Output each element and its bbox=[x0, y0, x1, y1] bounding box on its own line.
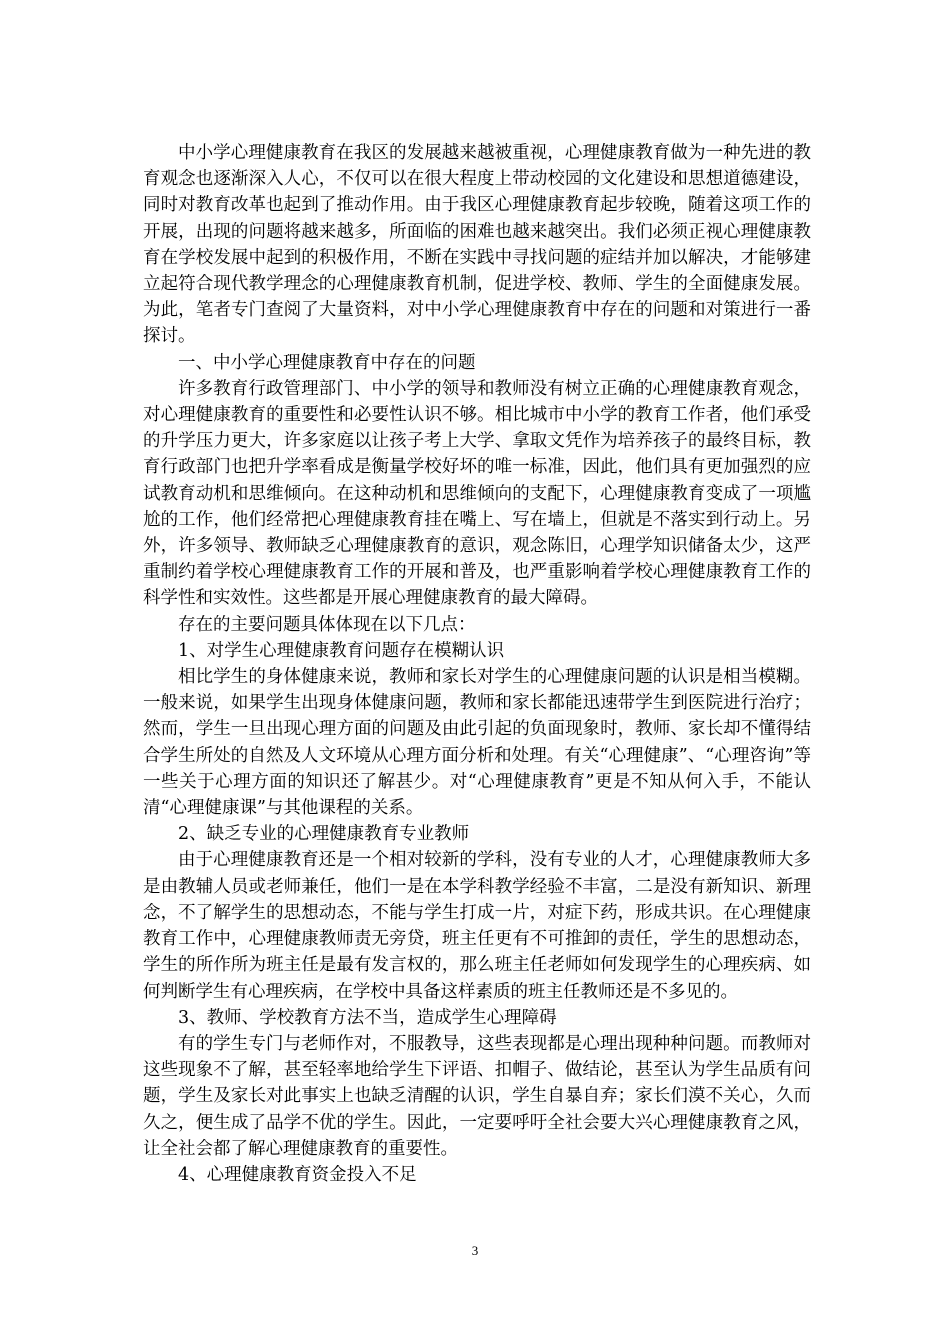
body-paragraph: 许多教育行政管理部门、中小学的领导和教师没有树立正确的心理健康教育观念，对心理健康教育的重要性和必要性认识不够。相比城市中小学的教育工作者，他们承受的升学压力更大，许多家庭以让孩子考上大学、拿取文凭作为培养孩子的最终目标，教育行政部门也把升学率看成是衡量学校好坏的唯一标准，因此，他们具有更加强烈的应试教育动机和思维倾向。在这种动机和思维倾向的支配下，心理健康教育变成了一项尴尬的工作，他们经常把心理健康教育挂在嘴上、写在墙上，但就是不落实到行动上。另外，许多领导、教师缺乏心理健康教育的意识，观念陈旧，心理学知识储备太少，这严重制约着学校心理健康教育工作的开展和普及，也严重影响着学校心理健康教育工作的科学性和实效性。这些都是开展心理健康教育的最大障碍。 bbox=[143, 378, 811, 609]
section-heading: 一、中小学心理健康教育中存在的问题 bbox=[178, 352, 476, 373]
subsection-heading: 3、教师、学校教育方法不当，造成学生心理障碍 bbox=[178, 1007, 557, 1028]
document-body bbox=[143, 140, 811, 1188]
body-paragraph: 相比学生的身体健康来说，教师和家长对学生的心理健康问题的认识是相当模糊。一般来说，如果学生出现身体健康问题，教师和家长都能迅速带学生到医院进行治疗；然而，学生一旦出现心理方面的问题及由此引起的负面现象时，教师、家长却不懂得结合学生所处的自然及人文环境从心理方面分析和处理。有关“心理健康”、“心理咨询”等一些关于心理方面的知识还了解甚少。对“心理健康教育”更是不知从何入手，不能认清“心理健康课”与其他课程的关系。 bbox=[143, 667, 811, 819]
body-paragraph: 由于心理健康教育还是一个相对较新的学科，没有专业的人才，心理健康教师大多是由教辅人员或老师兼任，他们一是在本学科教学经验不丰富，二是没有新知识、新理念，不了解学生的思想动态，不能与学生打成一片，对症下药，形成共识。在心理健康教育工作中，心理健康教师责无旁贷，班主任更有不可推卸的责任，学生的思想动态，学生的所作所为班主任是最有发言权的，那么班主任老师如何发现学生的心理疾病、如何判断学生有心理疾病，在学校中具备这样素质的班主任教师还是不多见的。 bbox=[143, 850, 811, 1002]
subsection-heading: 4、心理健康教育资金投入不足 bbox=[178, 1164, 417, 1185]
subsection-heading: 2、缺乏专业的心理健康教育专业教师 bbox=[178, 824, 470, 845]
body-paragraph: 存在的主要问题具体体现在以下几点： bbox=[178, 614, 476, 635]
body-paragraph: 有的学生专门与老师作对，不服教导，这些表现都是心理出现种种问题。而教师对这些现象不了解，甚至轻率地给学生下评语、扣帽子、做结论，甚至认为学生品质有问题，学生及家长对此事实上也缺乏清醒的认识，学生自暴自弃；家长们漠不关心，久而久之，便生成了品学不优的学生。因此，一定要呼吁全社会要大兴心理健康教育之风，让全社会都了解心理健康教育的重要性。 bbox=[143, 1033, 811, 1159]
subsection-heading: 1、对学生心理健康教育问题存在模糊认识 bbox=[178, 640, 505, 661]
page-number: 3 bbox=[471, 1243, 479, 1258]
intro-paragraph: 中小学心理健康教育在我区的发展越来越被重视，心理健康教育做为一种先进的教育观念也逐渐深入人心，不仅可以在很大程度上带动校园的文化建设和思想道德建设，同时对教育改革也起到了推动作用。由于我区心理健康教育起步较晚，随着这项工作的开展，出现的问题将越来越多，所面临的困难也越来越突出。我们必须正视心理健康教育在学校发展中起到的积极作用，不断在实践中寻找问题的症结并加以解决，才能够建立起符合现代教学理念的心理健康教育机制，促进学校、教师、学生的全面健康发展。为此，笔者专门查阅了大量资料，对中小学心理健康教育中存在的问题和对策进行一番探讨。 bbox=[143, 143, 811, 347]
